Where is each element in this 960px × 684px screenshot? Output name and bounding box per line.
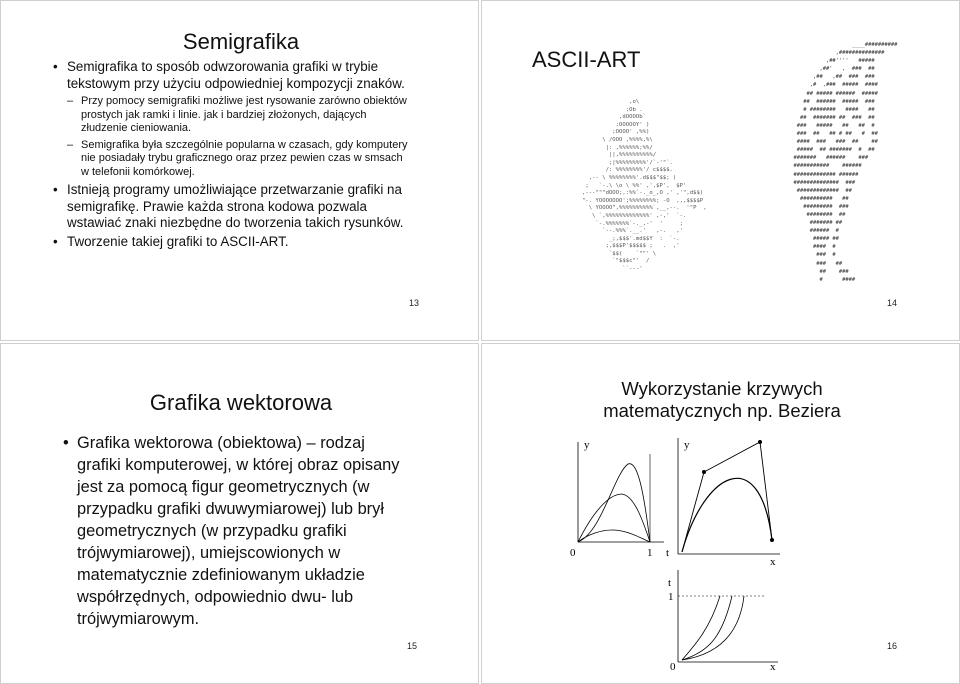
bottom-plot-x-label: x	[770, 661, 776, 673]
slide-body	[63, 432, 403, 630]
ascii-portrait-image: ____########## ,############## ,##'''' ##### ,##' , ### ## ,## ,## ### ### ,# ,### ##### #### ## ##### ###### ##### ## ###### ##### ### # ######## #### ## ## ####### ## ### ## ### ##### ## ## # ### ## ## # ## # ## #### ### ### ## ## ##### ## ####### # ## ####### ###### ### ########### ###### ############# ###### ############## ### ############# ## ########## ## ######### ### ######## ## ####### ## ###### # ##### ## #### # ### # ### ## ## ### # ####	[793, 42, 898, 283]
slide-number: 13	[409, 298, 420, 308]
bottom-plot-zero-label: 0	[670, 661, 676, 673]
bottom-plot-t-label: t	[668, 577, 672, 589]
slide-number: 14	[887, 298, 898, 308]
left-plot-curve-3	[578, 530, 650, 542]
right-plot-x-label: x	[770, 556, 776, 568]
slide-grafika-wektorowa	[0, 343, 479, 684]
bullet: • Istnieją programy umożliwiające przetwarzanie grafiki na semigrafikę. Prawie każda strona kodowa pozwala wstawiać znaki niezbędne do tworzenia takich rysunków.	[53, 182, 413, 232]
ascii-butterfly-image: ,o\ ;Ob . ,dOOOOb` ;OOOOOY' ) ;OOOO' ,%%) \ /OOO ,%%%%,%\ |: ,%%%%%%;%%/ ||,%%%%%%%%%%/ ;|%%%%%%%%%'/`-'"`. /: %%%%%%%%'/ c$$$$. ,-- \ %%%%%%%%'.d$$$"$$; ) ; `-.\ \o \ %%' ,',$P', $P' ,---"""dOOO;,:%%`-._o_,O ,' ,'",d$$) "-. YOOOOOOO';%%%%%%%%; -O ,,,$$$$P \ YOOOO",%%%%%%%%%%`,__,--. '"P , \ `,%%%%%%%%%%%%%' ,-,' `-. `-.%%%%%%%`-._,-' ' ; `--.%%%`.__.' ,-. ,' _;,$$$'.md$$Y : `-. ;,$$$P'$$$$$ ; . ,' `$$( `""' \ `"$$$c"' / ``---'	[582, 99, 707, 273]
bottom-plot-curve-1	[682, 596, 744, 660]
slide-bezier	[481, 343, 960, 684]
slide-body	[53, 59, 413, 250]
slide-number: 16	[887, 641, 898, 651]
slide-number: 15	[407, 641, 418, 651]
right-plot-y-label: y	[684, 439, 690, 451]
slide-title: Grafika wektorowa	[149, 390, 333, 415]
sub-bullet: – Semigrafika była szczególnie popularna w czasach, gdy komputery nie posiadały trybu graficznego oraz przez pewien czas w smsach w telefonii komórkowej.	[67, 139, 413, 180]
left-plot-t-label: t	[666, 547, 670, 559]
bullet: • Semigrafika to sposób odwzorowania grafiki w trybie tekstowym przy użyciu odpowiedniej kompozycji znaków.	[53, 59, 413, 92]
control-point	[702, 470, 706, 474]
slide-title: Wykorzystanie krzywych matematycznych np. Beziera	[603, 378, 841, 421]
left-plot-y-label: y	[584, 439, 590, 451]
slide-ascii-art	[481, 0, 960, 341]
slide-semigrafika	[0, 0, 479, 341]
slide-title: Semigrafika	[182, 29, 300, 54]
left-plot-one-label: 1	[647, 547, 653, 559]
left-plot-curve-2	[578, 494, 650, 542]
slide-title: ASCII-ART	[532, 47, 641, 72]
bullet: • Tworzenie takiej grafiki to ASCII-ART.	[53, 234, 413, 251]
control-point	[770, 538, 774, 542]
bullet: • Grafika wektorowa (obiektowa) – rodzaj grafiki komputerowej, w której obraz opisany jest za pomocą figur geometrycznych (w przypadku grafiki dwuwymiarowej) lub brył geometrycznych (w przypadku grafiki trójwymiarowej), umiejscowionych w matematycznie zdefiniowanym układzie współrzędnych, odpowiednio dwu- lub trójwymiarowym.	[63, 432, 403, 630]
bezier-diagrams	[572, 434, 812, 674]
bottom-plot-curve-2	[682, 596, 732, 660]
sub-bullet: – Przy pomocy semigrafiki możliwe jest rysowanie zarówno obiektów prostych jak ramki i linie. jak i bardziej złożonych, dających złudzenie cieniowania.	[67, 95, 413, 136]
bottom-plot-one-label: 1	[668, 591, 674, 603]
left-plot-zero-label: 0	[570, 547, 576, 559]
control-polygon	[682, 442, 772, 552]
control-point	[758, 440, 762, 444]
bottom-plot-curve-3	[682, 596, 720, 660]
bezier-curve	[682, 478, 772, 552]
